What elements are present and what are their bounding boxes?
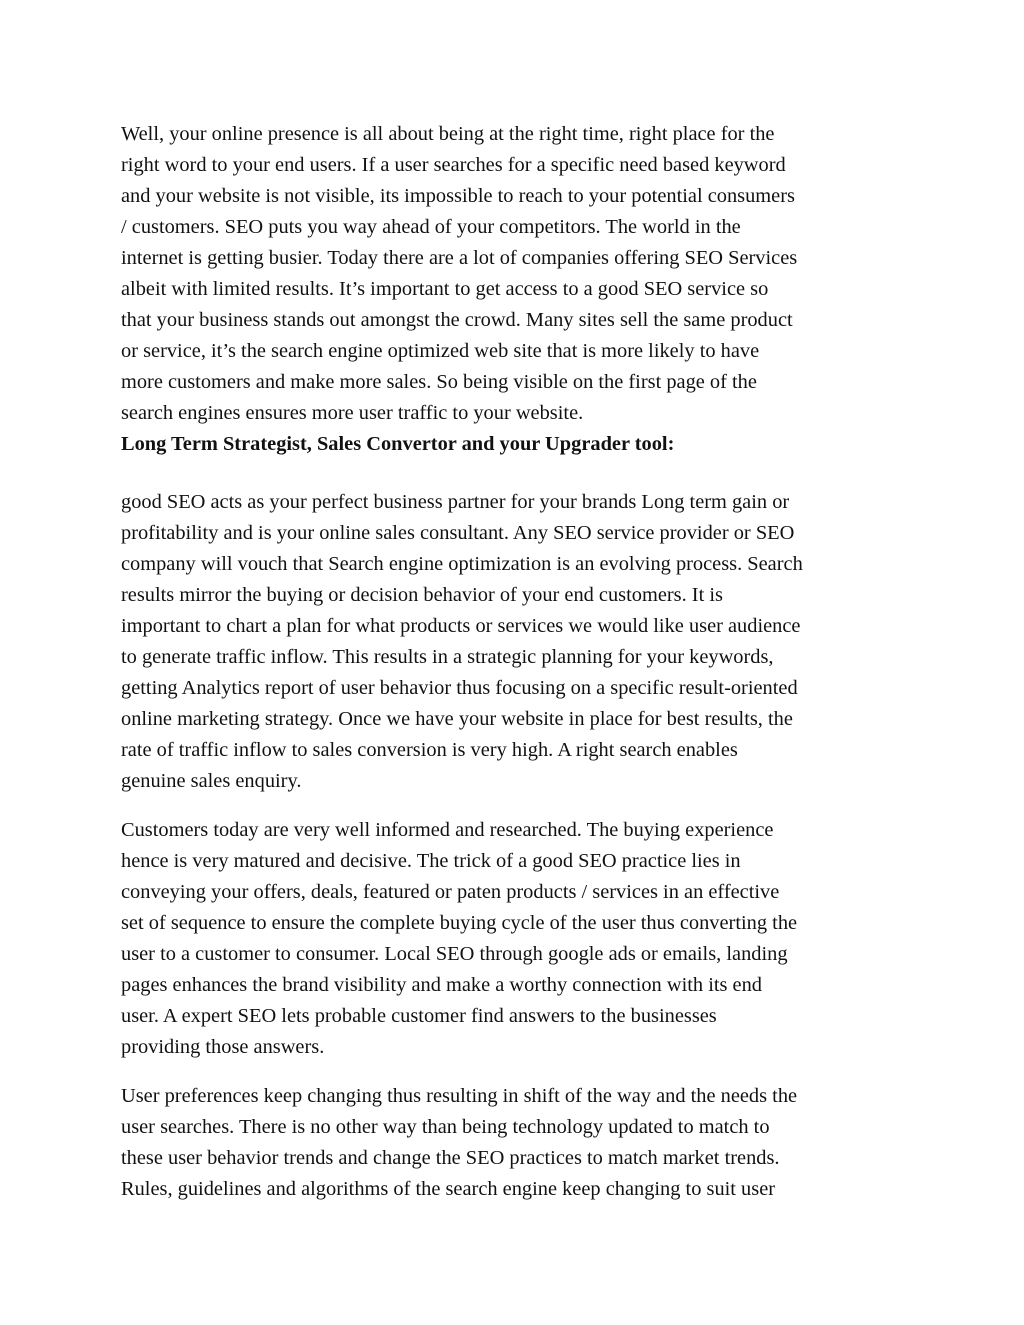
text-line: these user behavior trends and change the SEO practices to match market trends. bbox=[121, 1147, 780, 1169]
text-line: Customers today are very well informed and researched. The buying experience bbox=[121, 819, 774, 841]
text-line: that your business stands out amongst the crowd. Many sites sell the same product bbox=[121, 309, 793, 331]
text-line: hence is very matured and decisive. The trick of a good SEO practice lies in bbox=[121, 850, 741, 872]
text-line: profitability and is your online sales consultant. Any SEO service provider or SEO bbox=[121, 522, 795, 544]
text-line: set of sequence to ensure the complete buying cycle of the user thus converting the bbox=[121, 912, 798, 934]
text-line: search engines ensures more user traffic to your website. bbox=[121, 402, 584, 424]
text-line: / customers. SEO puts you way ahead of your competitors. The world in the bbox=[121, 216, 741, 238]
text-line: or service, it’s the search engine optimized web site that is more likely to have bbox=[121, 340, 760, 362]
text-line: getting Analytics report of user behavior thus focusing on a specific result-oriented bbox=[121, 677, 798, 699]
text-line: genuine sales enquiry. bbox=[121, 770, 302, 792]
text-line: right word to your end users. If a user searches for a specific need based keyword bbox=[121, 154, 786, 176]
text-line: important to chart a plan for what products or services we would like user audience bbox=[121, 615, 801, 637]
text-line: more customers and make more sales. So being visible on the first page of the bbox=[121, 371, 757, 393]
text-line: user searches. There is no other way than being technology updated to match to bbox=[121, 1116, 770, 1138]
text-line: company will vouch that Search engine optimization is an evolving process. Search bbox=[121, 553, 803, 575]
section-heading: Long Term Strategist, Sales Convertor and your Upgrader tool: bbox=[121, 433, 675, 455]
text-line: Rules, guidelines and algorithms of the search engine keep changing to suit user bbox=[121, 1178, 776, 1200]
text-line: user to a customer to consumer. Local SEO through google ads or emails, landing bbox=[121, 943, 788, 965]
paragraph-preferences bbox=[121, 1081, 911, 1205]
text-line: good SEO acts as your perfect business partner for your brands Long term gain or bbox=[121, 491, 790, 513]
text-line: online marketing strategy. Once we have your website in place for best results, the bbox=[121, 708, 793, 730]
text-line: and your website is not visible, its impossible to reach to your potential consumers bbox=[121, 185, 795, 207]
paragraph-strategy bbox=[121, 487, 911, 797]
text-line: internet is getting busier. Today there are a lot of companies offering SEO Services bbox=[121, 247, 798, 269]
text-line: conveying your offers, deals, featured or paten products / services in an effective bbox=[121, 881, 780, 903]
text-line: user. A expert SEO lets probable customer find answers to the businesses bbox=[121, 1005, 717, 1027]
document-page bbox=[121, 119, 911, 1205]
text-line: results mirror the buying or decision behavior of your end customers. It is bbox=[121, 584, 723, 606]
text-line: Well, your online presence is all about being at the right time, right place for the bbox=[121, 123, 775, 145]
text-line: User preferences keep changing thus resulting in shift of the way and the needs the bbox=[121, 1085, 798, 1107]
paragraph-customers bbox=[121, 815, 911, 1063]
paragraph-intro bbox=[121, 119, 911, 429]
text-line: pages enhances the brand visibility and make a worthy connection with its end bbox=[121, 974, 763, 996]
text-line: to generate traffic inflow. This results in a strategic planning for your keywords, bbox=[121, 646, 774, 668]
text-line: providing those answers. bbox=[121, 1036, 325, 1058]
text-line: rate of traffic inflow to sales conversion is very high. A right search enables bbox=[121, 739, 738, 761]
text-line: albeit with limited results. It’s important to get access to a good SEO service so bbox=[121, 278, 769, 300]
